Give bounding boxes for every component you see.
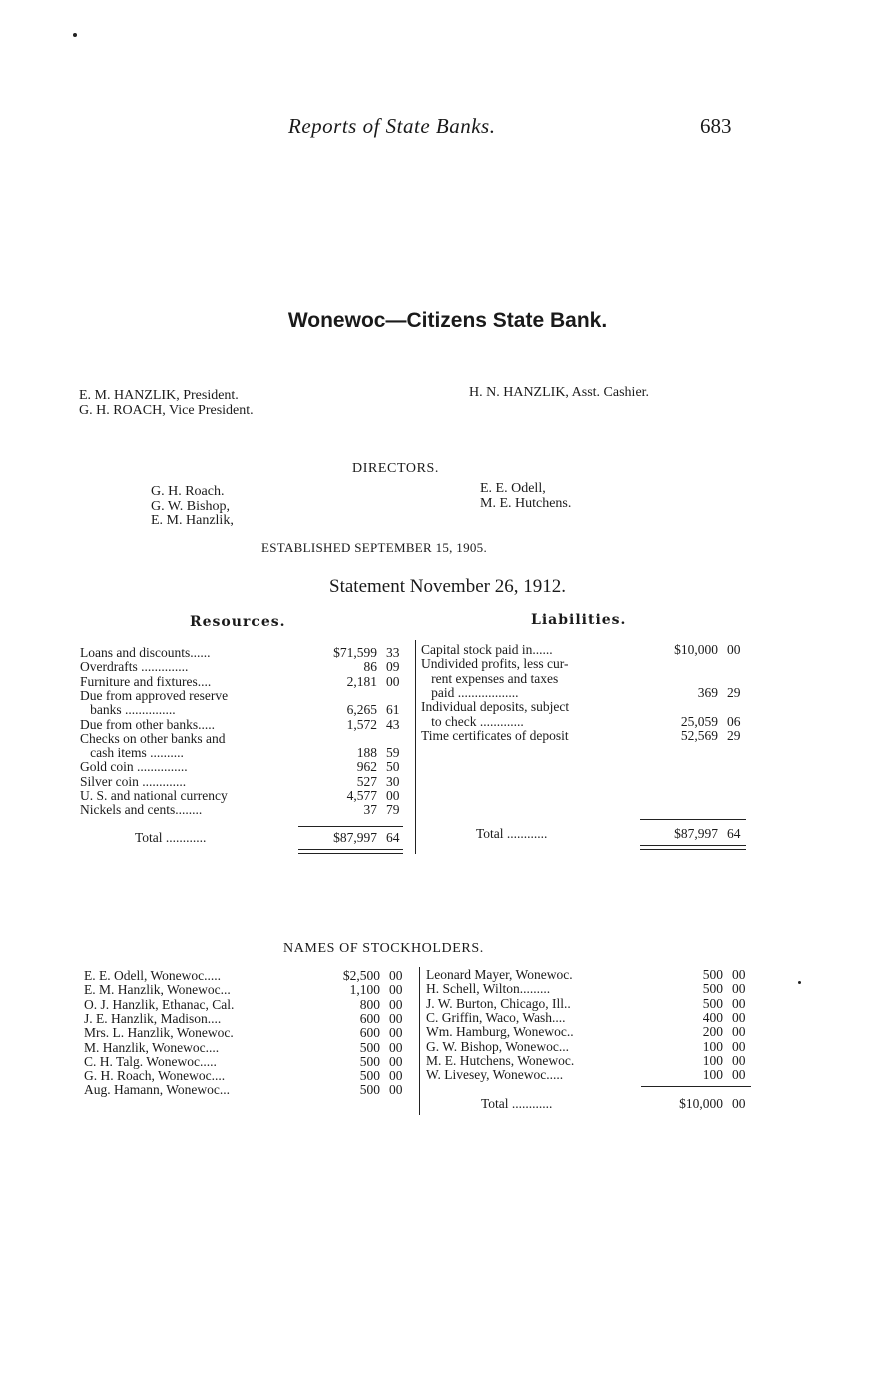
- resource-cents: 59: [386, 745, 400, 761]
- stockholder-dollars: 100: [702, 1067, 723, 1083]
- resource-label: Overdrafts ..............: [80, 659, 189, 675]
- liabilities-total-rule-double-1: [640, 845, 746, 846]
- resource-cents: 00: [386, 673, 400, 689]
- stockholder-label: G. H. Roach, Wonewoc....: [84, 1068, 226, 1084]
- stockholder-label: W. Livesey, Wonewoc.....: [426, 1067, 564, 1083]
- liability-cents: 29: [727, 684, 741, 700]
- stockholder-row: [426, 968, 756, 982]
- stockholder-dollars: 500: [702, 995, 723, 1011]
- resource-row: [80, 703, 410, 717]
- liability-cents: 00: [727, 642, 741, 657]
- stockholder-cents: 00: [732, 1009, 746, 1025]
- stockholder-cents: 00: [732, 1052, 746, 1068]
- stockholder-row: [426, 1068, 756, 1082]
- resource-cents: 33: [386, 645, 400, 660]
- statement-title: Statement November 26, 1912.: [329, 576, 566, 597]
- stockholder-row: [426, 1011, 756, 1025]
- stockholder-dollars: 600: [359, 1010, 380, 1026]
- stockholder-label: M. Hanzlik, Wonewoc....: [84, 1039, 220, 1055]
- liability-dollars: 25,059: [680, 713, 718, 729]
- stockholder-dollars: $2,500: [342, 968, 380, 983]
- resource-label: cash items ..........: [80, 745, 184, 761]
- stockholder-row: [426, 1054, 756, 1068]
- stockholder-dollars: 500: [359, 1053, 380, 1069]
- resource-row: [80, 760, 410, 774]
- stockholders-total-label: Total ............: [481, 1096, 553, 1111]
- stockholder-cents: 00: [389, 996, 403, 1012]
- liability-label: rent expenses and taxes: [421, 670, 559, 686]
- resources-total-label: Total ............: [135, 830, 207, 845]
- established-line: ESTABLISHED SEPTEMBER 15, 1905.: [261, 540, 488, 555]
- stockholder-row: [84, 998, 413, 1012]
- liability-row: [421, 672, 751, 686]
- statement-column-divider: [415, 640, 416, 854]
- director-left-1: G. H. Roach.: [151, 484, 225, 499]
- stockholder-dollars: 500: [359, 1068, 380, 1084]
- stockholder-row: [426, 1040, 756, 1054]
- resources-total-row: [80, 831, 410, 845]
- stockholder-label: Mrs. L. Hanzlik, Wonewoc.: [84, 1025, 234, 1041]
- stockholder-label: G. W. Bishop, Wonewoc...: [426, 1038, 570, 1054]
- resource-label: Furniture and fixtures....: [80, 673, 212, 689]
- resource-cents: 09: [386, 659, 400, 675]
- liabilities-heading: Liabilities.: [531, 612, 627, 628]
- stockholder-cents: 00: [732, 995, 746, 1011]
- resource-label: Nickels and cents........: [80, 802, 203, 818]
- resource-row: [80, 732, 410, 746]
- resource-label: U. S. and national currency: [80, 788, 228, 803]
- resource-row: [80, 689, 410, 703]
- stockholder-label: C. Griffin, Waco, Wash....: [426, 1009, 566, 1025]
- resource-dollars: 86: [363, 659, 377, 675]
- stockholders-heading: NAMES OF STOCKHOLDERS.: [283, 941, 484, 956]
- liabilities-total-cents: 64: [727, 826, 741, 841]
- ink-speck-right: [798, 981, 801, 984]
- liability-row: [421, 686, 751, 700]
- director-left-2: G. W. Bishop,: [151, 499, 230, 514]
- liability-label: Individual deposits, subject: [421, 699, 570, 715]
- director-left-3: E. M. Hanzlik,: [151, 513, 234, 528]
- stockholder-label: Aug. Hamann, Wonewoc...: [84, 1082, 231, 1098]
- officer-vice-president: G. H. ROACH, Vice President.: [79, 403, 254, 418]
- stockholder-label: J. W. Burton, Chicago, Ill..: [426, 995, 571, 1011]
- resource-label: Due from other banks.....: [80, 716, 215, 732]
- stockholders-total-rule: [641, 1086, 751, 1087]
- resource-dollars: 2,181: [346, 673, 377, 689]
- resource-row: [80, 660, 410, 674]
- resource-label: Loans and discounts......: [80, 645, 211, 660]
- resources-total-rule-double-2: [298, 853, 403, 854]
- stockholder-cents: 00: [389, 1039, 403, 1055]
- stockholder-row: [426, 1025, 756, 1039]
- stockholder-dollars: 200: [702, 1024, 723, 1040]
- resource-row: [80, 803, 410, 817]
- stockholder-cents: 00: [732, 967, 746, 982]
- stockholder-dollars: 500: [702, 967, 723, 982]
- resource-cents: 00: [386, 788, 400, 803]
- stockholder-dollars: 500: [359, 1039, 380, 1055]
- stockholder-cents: 00: [389, 1068, 403, 1084]
- stockholder-cents: 00: [389, 1010, 403, 1026]
- liability-label: Capital stock paid in......: [421, 642, 553, 657]
- liability-row: [421, 643, 751, 657]
- resource-row: [80, 775, 410, 789]
- resource-label: Silver coin .............: [80, 773, 187, 789]
- directors-heading: DIRECTORS.: [352, 461, 440, 476]
- resource-dollars: 6,265: [346, 702, 377, 718]
- stockholder-dollars: 100: [702, 1038, 723, 1054]
- page-number: 683: [700, 114, 732, 138]
- resource-cents: 79: [386, 802, 400, 818]
- resources-total-dollars: $87,997: [333, 830, 377, 845]
- stockholder-cents: 00: [389, 982, 403, 998]
- stockholders-total-row: [426, 1097, 756, 1111]
- resources-total-cents: 64: [386, 830, 400, 845]
- resource-row: [80, 675, 410, 689]
- stockholder-row: [84, 1012, 413, 1026]
- liability-label: to check .............: [421, 713, 524, 729]
- stockholder-label: J. E. Hanzlik, Madison....: [84, 1010, 222, 1026]
- resource-row: [80, 789, 410, 803]
- liabilities-total-dollars: $87,997: [674, 826, 718, 841]
- stockholder-dollars: 400: [702, 1009, 723, 1025]
- resource-cents: 30: [386, 773, 400, 789]
- stockholder-row: [84, 1069, 413, 1083]
- stockholder-dollars: 1,100: [349, 982, 380, 998]
- resources-total-rule-double-1: [298, 849, 403, 850]
- resource-dollars: 37: [363, 802, 377, 818]
- resource-label: Checks on other banks and: [80, 730, 226, 746]
- stockholder-cents: 00: [389, 968, 403, 983]
- stockholder-label: C. H. Talg. Wonewoc.....: [84, 1053, 217, 1069]
- director-right-1: E. E. Odell,: [480, 481, 546, 496]
- resource-row: [80, 646, 410, 660]
- stockholder-cents: 00: [732, 1024, 746, 1040]
- stockholder-cents: 00: [732, 1038, 746, 1054]
- resource-label: Gold coin ...............: [80, 759, 188, 775]
- resource-cents: 61: [386, 702, 400, 718]
- resource-row: [80, 718, 410, 732]
- liability-dollars: 369: [697, 684, 718, 700]
- liability-row: [421, 657, 751, 671]
- stockholder-dollars: 500: [359, 1082, 380, 1098]
- stockholder-row: [84, 1055, 413, 1069]
- stockholder-label: M. E. Hutchens, Wonewoc.: [426, 1052, 575, 1068]
- stockholder-dollars: 100: [702, 1052, 723, 1068]
- liabilities-total-rule-double-2: [640, 849, 746, 850]
- director-right-2: M. E. Hutchens.: [480, 496, 572, 511]
- stockholder-label: Leonard Mayer, Wonewoc.: [426, 967, 573, 982]
- stockholder-cents: 00: [389, 1025, 403, 1041]
- liabilities-total-label: Total ............: [476, 826, 548, 841]
- liability-row: [421, 700, 751, 714]
- resource-dollars: 4,577: [346, 788, 377, 803]
- stockholder-label: E. E. Odell, Wonewoc.....: [84, 968, 222, 983]
- liability-dollars: 52,569: [680, 727, 718, 743]
- liability-cents: 06: [727, 713, 741, 729]
- stockholder-row: [426, 982, 756, 996]
- stockholder-cents: 00: [389, 1082, 403, 1098]
- officer-asst-cashier: H. N. HANZLIK, Asst. Cashier.: [469, 385, 650, 400]
- liability-label: Time certificates of deposit: [421, 727, 569, 743]
- stockholder-dollars: 800: [359, 996, 380, 1012]
- liability-row: [421, 715, 751, 729]
- resource-dollars: 527: [356, 773, 377, 789]
- stockholders-total-cents: 00: [732, 1096, 746, 1111]
- liability-label: Undivided profits, less cur-: [421, 656, 569, 672]
- stockholder-row: [84, 969, 413, 983]
- resource-dollars: 962: [356, 759, 377, 775]
- stockholder-label: H. Schell, Wilton.........: [426, 981, 551, 997]
- running-title: Reports of State Banks.: [288, 114, 496, 138]
- officer-president: E. M. HANZLIK, President.: [79, 388, 239, 403]
- stockholder-label: E. M. Hanzlik, Wonewoc...: [84, 982, 231, 998]
- stockholders-column-divider: [419, 967, 420, 1115]
- resource-label: banks ...............: [80, 702, 176, 718]
- stockholder-row: [84, 1041, 413, 1055]
- liability-cents: 29: [727, 727, 741, 743]
- resource-row: [80, 746, 410, 760]
- stockholder-row: [84, 1026, 413, 1040]
- stockholder-cents: 00: [389, 1053, 403, 1069]
- ink-speck-left: [73, 33, 77, 37]
- liability-label: paid ..................: [421, 684, 519, 700]
- resources-total-rule-top: [298, 826, 403, 827]
- stockholder-row: [84, 1083, 413, 1097]
- stockholder-dollars: 500: [702, 981, 723, 997]
- resource-cents: 50: [386, 759, 400, 775]
- liabilities-total-rule-top: [640, 819, 746, 820]
- resource-dollars: 1,572: [346, 716, 377, 732]
- stockholder-row: [84, 983, 413, 997]
- liabilities-total-row: [421, 827, 751, 841]
- stockholder-dollars: 600: [359, 1025, 380, 1041]
- stockholder-row: [426, 997, 756, 1011]
- stockholder-cents: 00: [732, 1067, 746, 1083]
- resource-dollars: $71,599: [333, 645, 377, 660]
- bank-title: Wonewoc—Citizens State Bank.: [287, 309, 608, 332]
- liability-dollars: $10,000: [674, 642, 718, 657]
- stockholder-label: Wm. Hamburg, Wonewoc..: [426, 1024, 574, 1040]
- liability-row: [421, 729, 751, 743]
- resource-dollars: 188: [356, 745, 377, 761]
- resources-heading: Resources.: [190, 614, 286, 630]
- resource-label: Due from approved reserve: [80, 687, 229, 703]
- stockholders-total-dollars: $10,000: [679, 1096, 723, 1111]
- resource-cents: 43: [386, 716, 400, 732]
- stockholder-label: O. J. Hanzlik, Ethanac, Cal.: [84, 996, 235, 1012]
- stockholder-cents: 00: [732, 981, 746, 997]
